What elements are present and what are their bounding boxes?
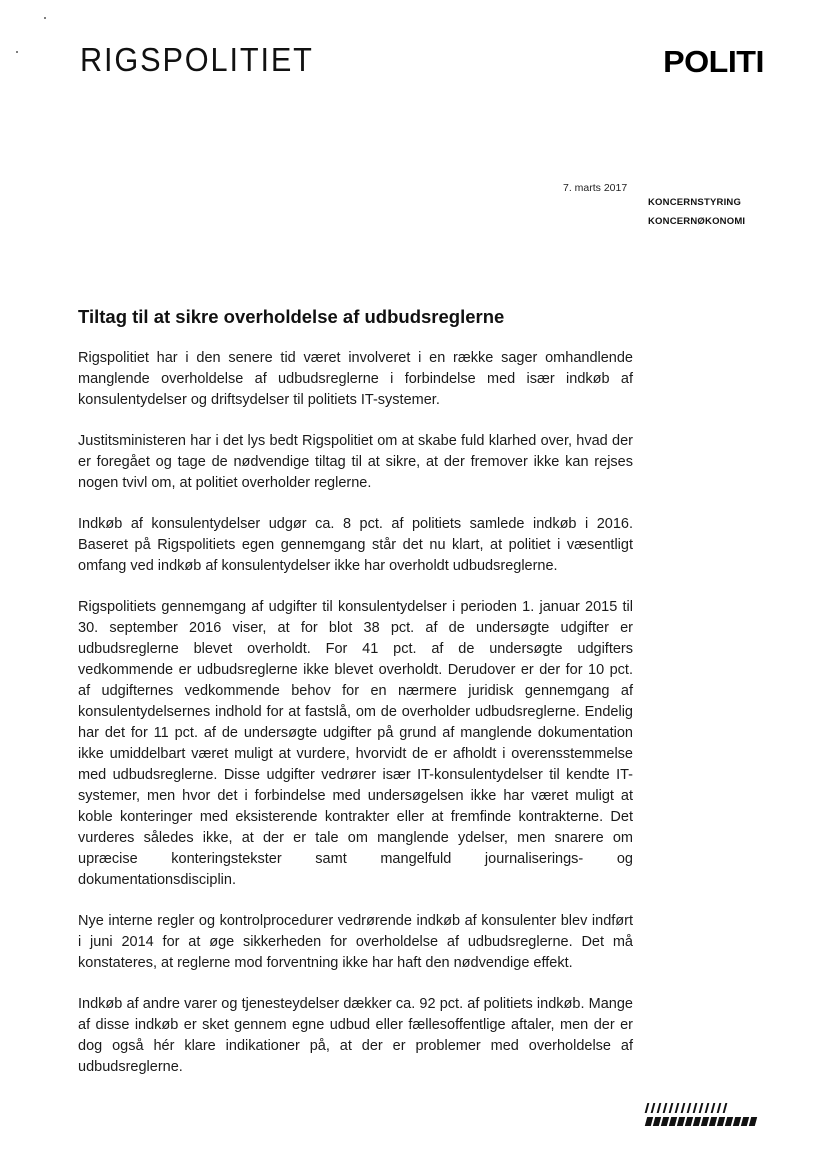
stripe-bar	[749, 1117, 757, 1126]
stripe-bar	[687, 1103, 692, 1113]
document-title: Tiltag til at sikre overholdelse af udbudsreglerne	[78, 306, 505, 327]
stripe-bar	[663, 1103, 668, 1113]
document-body	[78, 348, 633, 1098]
stripe-bar	[651, 1103, 656, 1113]
paragraph: Indkøb af konsulentydelser udgør ca. 8 pct. af politiets samlede indkøb i 2016. Baseret på Rigspolitiets egen gennemgang står det nu klart, at politiet i væsentligt omfang ved indkøb af konsulentydelser ikke har overholdt udbudsreglerne.	[78, 516, 633, 574]
scan-speck	[16, 51, 18, 53]
paragraph: Rigspolitiet har i den senere tid været involveret i en række sager omhandlende manglende overholdelse af udbudsreglerne i forbindelse med især indkøb af konsulentydelser og driftsydelser til politiets IT-systemer.	[78, 350, 633, 408]
paragraph: Rigspolitiets gennemgang af udgifter til konsulentydelser i perioden 1. januar 2015 til 30. september 2016 viser, at for blot 38 pct. af de undersøgte udgifter er udbudsreglerne blevet overholdt. For 41 pct. af de undersøgte udgifters vedkommende er udbudsreglerne ikke blevet overholdt. Derudover er der for 10 pct. af udgifternes vedkommende behov for en nærmere juridisk gennemgang af konsulentydelsernes indhold for at fastslå, om de overholder udbudsreglerne. Endelig har det for 11 pct. af de undersøgte udgifter på grund af manglende dokumentation ikke umiddelbart været muligt at vurdere, hvorvidt de er afholdt i overensstemmelse med udbudsreglerne. Disse udgifter vedrører især IT-konsulentydelser til kendte IT-systemer, men hvor det i forbindelse med undersøgelsen ikke har været muligt at koble konteringer med eksisterende kontrakter eller at fremfinde kontrakterne. Det vurderes således ikke, at der er tale om manglende ydelser, men snarere om upræcise konteringstekster samt mangelfuld journaliserings- og dokumentationsdisciplin.	[78, 599, 633, 888]
department-line: KONCERNØKONOMI	[648, 216, 746, 227]
stripe-bar	[705, 1103, 710, 1113]
paragraph: Justitsministeren har i det lys bedt Rigspolitiet om at skabe fuld klarhed over, hvad der er foregået og tage de nødvendige tiltag til at sikre, at der fremover ikke kan rejses nogen tvivl om, at politiet overholder reglerne.	[78, 433, 633, 491]
stripe-bar	[657, 1103, 662, 1113]
stripe-bar	[675, 1103, 680, 1113]
stripe-bar	[681, 1103, 686, 1113]
stripe-bar	[645, 1103, 650, 1113]
stripe-pattern-icon	[646, 1103, 756, 1130]
politi-logo: POLITI	[663, 44, 764, 79]
organization-name: RIGSPOLITIET	[80, 41, 314, 78]
paragraph: Nye interne regler og kontrolprocedurer vedrørende indkøb af konsulenter blev indført i juni 2014 for at øge sikkerheden for overholdelse af udbudsreglerne. Det må konstateres, at reglerne mod forventning ikke har haft den nødvendige effekt.	[78, 913, 633, 971]
department-block	[648, 193, 745, 231]
stripe-row-thin	[646, 1103, 756, 1113]
paragraph: Indkøb af andre varer og tjenesteydelser dækker ca. 92 pct. af politiets indkøb. Mange af disse indkøb er sket gennem egne udbud eller fællesoffentlige aftaler, men der er dog også hér klare indikationer på, at der er problemer med overholdelse af udbudsreglerne.	[78, 996, 633, 1075]
scan-speck	[44, 17, 46, 19]
stripe-bar	[717, 1103, 722, 1113]
stripe-row-thick	[646, 1117, 756, 1126]
stripe-bar	[699, 1103, 704, 1113]
stripe-bar	[669, 1103, 674, 1113]
stripe-bar	[723, 1103, 728, 1113]
document-date: 7. marts 2017	[563, 182, 628, 194]
stripe-bar	[693, 1103, 698, 1113]
stripe-bar	[711, 1103, 716, 1113]
department-line: KONCERNSTYRING	[648, 197, 742, 208]
